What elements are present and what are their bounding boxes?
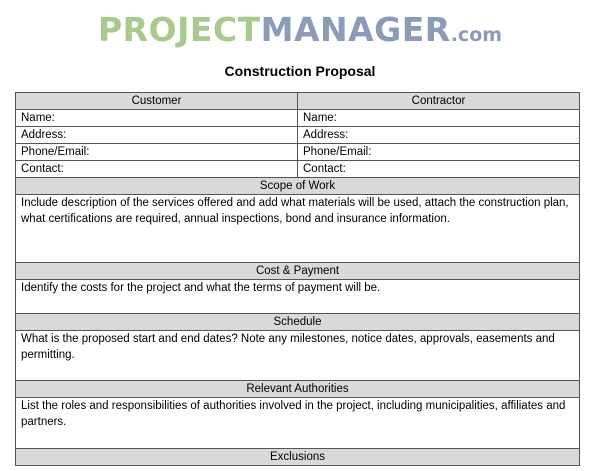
logo-project-text: PROJECT	[97, 10, 261, 49]
schedule-header-row	[16, 314, 580, 331]
name-row	[16, 110, 580, 127]
scope-of-work-text[interactable]: Include description of the services offered and add what materials will be used, attach the construction plan, what certifications are required, annual inspections, bond and insurance information.	[16, 195, 580, 263]
cost-payment-header: Cost & Payment	[16, 263, 580, 280]
customer-phone-email-field[interactable]: Phone/Email:	[16, 144, 298, 161]
scope-of-work-header: Scope of Work	[16, 178, 580, 195]
customer-contact-field[interactable]: Contact:	[16, 161, 298, 178]
cost-body-row	[16, 280, 580, 314]
contractor-header: Contractor	[298, 93, 580, 110]
address-row	[16, 127, 580, 144]
exclusions-header: Exclusions	[16, 449, 580, 466]
authorities-body-row	[16, 398, 580, 449]
scope-header-row	[16, 178, 580, 195]
cost-header-row	[16, 263, 580, 280]
relevant-authorities-text[interactable]: List the roles and responsibilities of authorities involved in the project, including municipalities, affiliates and partners.	[16, 398, 580, 449]
scope-body-row	[16, 195, 580, 263]
projectmanager-logo	[0, 10, 600, 56]
phone-email-row	[16, 144, 580, 161]
schedule-text[interactable]: What is the proposed start and end dates? Note any milestones, notice dates, approvals, easements and permitting.	[16, 331, 580, 381]
customer-header: Customer	[16, 93, 298, 110]
schedule-body-row	[16, 331, 580, 381]
contractor-contact-field[interactable]: Contact:	[298, 161, 580, 178]
customer-name-field[interactable]: Name:	[16, 110, 298, 127]
customer-address-field[interactable]: Address:	[16, 127, 298, 144]
contact-row	[16, 161, 580, 178]
parties-header-row	[16, 93, 580, 110]
contractor-name-field[interactable]: Name:	[298, 110, 580, 127]
proposal-table	[15, 92, 580, 466]
contractor-address-field[interactable]: Address:	[298, 127, 580, 144]
contractor-phone-email-field[interactable]: Phone/Email:	[298, 144, 580, 161]
logo-domain-text: .com	[450, 24, 503, 46]
authorities-header-row	[16, 381, 580, 398]
schedule-header: Schedule	[16, 314, 580, 331]
logo-manager-text: MANAGER	[260, 10, 451, 49]
relevant-authorities-header: Relevant Authorities	[16, 381, 580, 398]
cost-payment-text[interactable]: Identify the costs for the project and what the terms of payment will be.	[16, 280, 580, 314]
document-title: Construction Proposal	[224, 63, 376, 79]
exclusions-header-row	[16, 449, 580, 466]
